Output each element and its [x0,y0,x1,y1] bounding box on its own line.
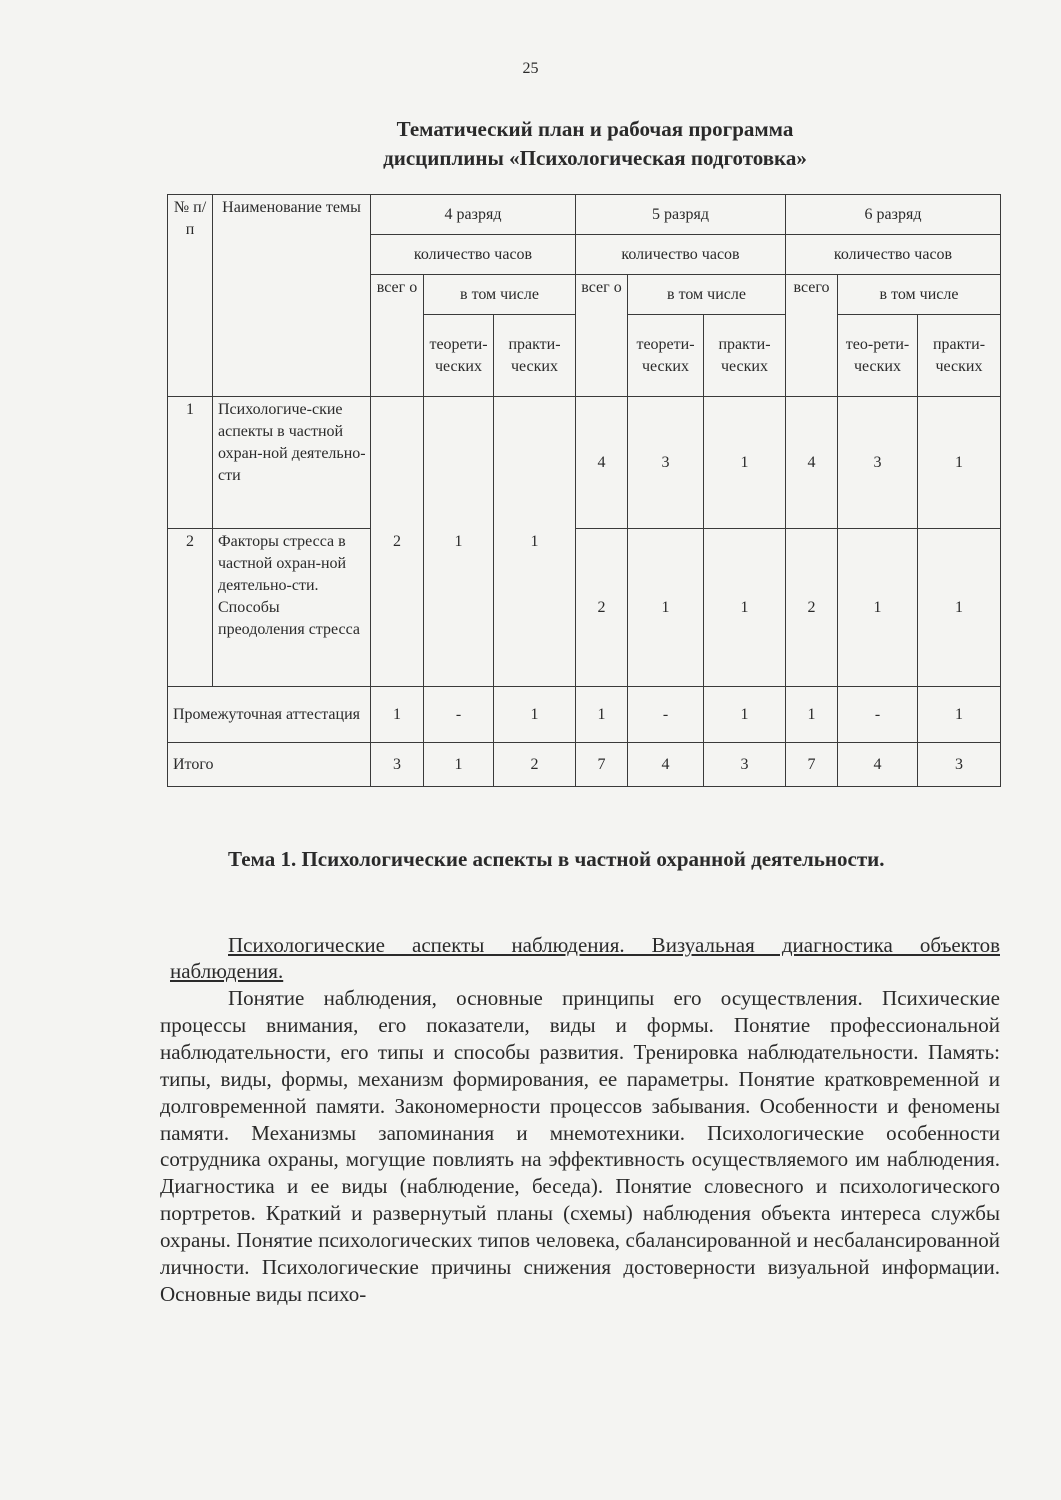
header-theor-6: тео-рети-ческих [838,315,918,397]
header-including-4: в том числе [424,275,576,315]
page-number: 25 [522,60,539,77]
row-number: 1 [168,397,213,529]
total-value: 7 [576,743,628,787]
row-topic: Факторы стресса в частной охран-ной деятельно-сти. Способы преодоления стресса [213,529,371,687]
interim-value: 1 [576,687,628,743]
total-value: 3 [704,743,786,787]
interim-value: 1 [371,687,424,743]
cell-total-6: 4 [786,397,838,529]
header-topic-name: Наименование темы [213,195,371,397]
header-total-4: всег о [371,275,424,397]
cell-theor-6: 3 [838,397,918,529]
row-topic: Психологиче-ские аспекты в частной охран-ной деятельно-сти [213,397,371,529]
cell-pract-6: 1 [918,397,1001,529]
interim-value: 1 [494,687,576,743]
cell-total-6: 2 [786,529,838,687]
header-theor-5: теорети-ческих [628,315,704,397]
total-value: 4 [838,743,918,787]
header-hours-4: количество часов [371,235,576,275]
table-row [168,529,1001,687]
document-title [200,115,990,173]
table-row-total [168,743,1001,787]
header-pract-6: практи-ческих [918,315,1001,397]
topic-1-heading: Тема 1. Психологические аспекты в частной охранной деятельности. [228,847,885,871]
header-rank-5: 5 разряд [576,195,786,235]
interim-value: - [424,687,494,743]
total-value: 2 [494,743,576,787]
header-hours-5: количество часов [576,235,786,275]
section-heading: Психологические аспекты наблюдения. Визуальная диагностика объектов наблюдения. [170,933,1000,983]
cell-pract-5: 1 [704,397,786,529]
header-rank-4: 4 разряд [371,195,576,235]
table-row-interim [168,687,1001,743]
header-pract-4: практи-ческих [494,315,576,397]
header-including-6: в том числе [838,275,1001,315]
cell-theor-6: 1 [838,529,918,687]
total-value: 7 [786,743,838,787]
total-value: 4 [628,743,704,787]
interim-value: - [628,687,704,743]
header-number: № п/п [168,195,213,397]
row-number: 2 [168,529,213,687]
interim-value: 1 [704,687,786,743]
cell-pract-4: 1 [494,397,576,687]
title-line-2: дисциплины «Психологическая подготовка» [383,146,807,170]
cell-pract-6: 1 [918,529,1001,687]
header-theor-4: теорети-ческих [424,315,494,397]
header-pract-5: практи-ческих [704,315,786,397]
header-total-6: всего [786,275,838,397]
title-line-1: Тематический план и рабочая программа [396,117,794,141]
total-value: 3 [371,743,424,787]
body-paragraph: Понятие наблюдения, основные принципы его осуществления. Психические процессы внимания, его показатели, виды и формы. Понятие профессиональной наблюдательности, его типы и способы развития. Тренировка наблюдательности. Память: типы, виды, формы, механизм формирования, ее параметры. Понятие кратковременной и долговременной памяти. Закономерности процессов забывания. Особенности и феномены памяти. Механизмы запоминания и мнемотехники. Психологические особенности сотрудника охраны, могущие повлиять на эффективность осуществляемого им наблюдения. Диагностика и ее виды (наблюдение, беседа). Понятие словесного и психологического портретов. Краткий и развернутый планы (схемы) наблюдения объекта интереса службы охраны. Понятие психологических типов человека, сбалансированной и несбалансированной личности. Психологические причины снижения достоверности визуальной информации. Основные виды психо- [160,986,1000,1306]
total-value: 1 [424,743,494,787]
cell-pract-5: 1 [704,529,786,687]
total-label: Итого [168,743,371,787]
thematic-plan-table [167,194,1001,787]
header-hours-6: количество часов [786,235,1001,275]
header-including-5: в том числе [628,275,786,315]
cell-theor-5: 1 [628,529,704,687]
interim-value: - [838,687,918,743]
header-rank-6: 6 разряд [786,195,1001,235]
header-total-5: всег о [576,275,628,397]
cell-total-5: 4 [576,397,628,529]
cell-total-4: 2 [371,397,424,687]
table-row [168,397,1001,529]
cell-theor-4: 1 [424,397,494,687]
interim-value: 1 [786,687,838,743]
interim-label: Промежуточная аттестация [168,687,371,743]
cell-total-5: 2 [576,529,628,687]
interim-value: 1 [918,687,1001,743]
cell-theor-5: 3 [628,397,704,529]
total-value: 3 [918,743,1001,787]
